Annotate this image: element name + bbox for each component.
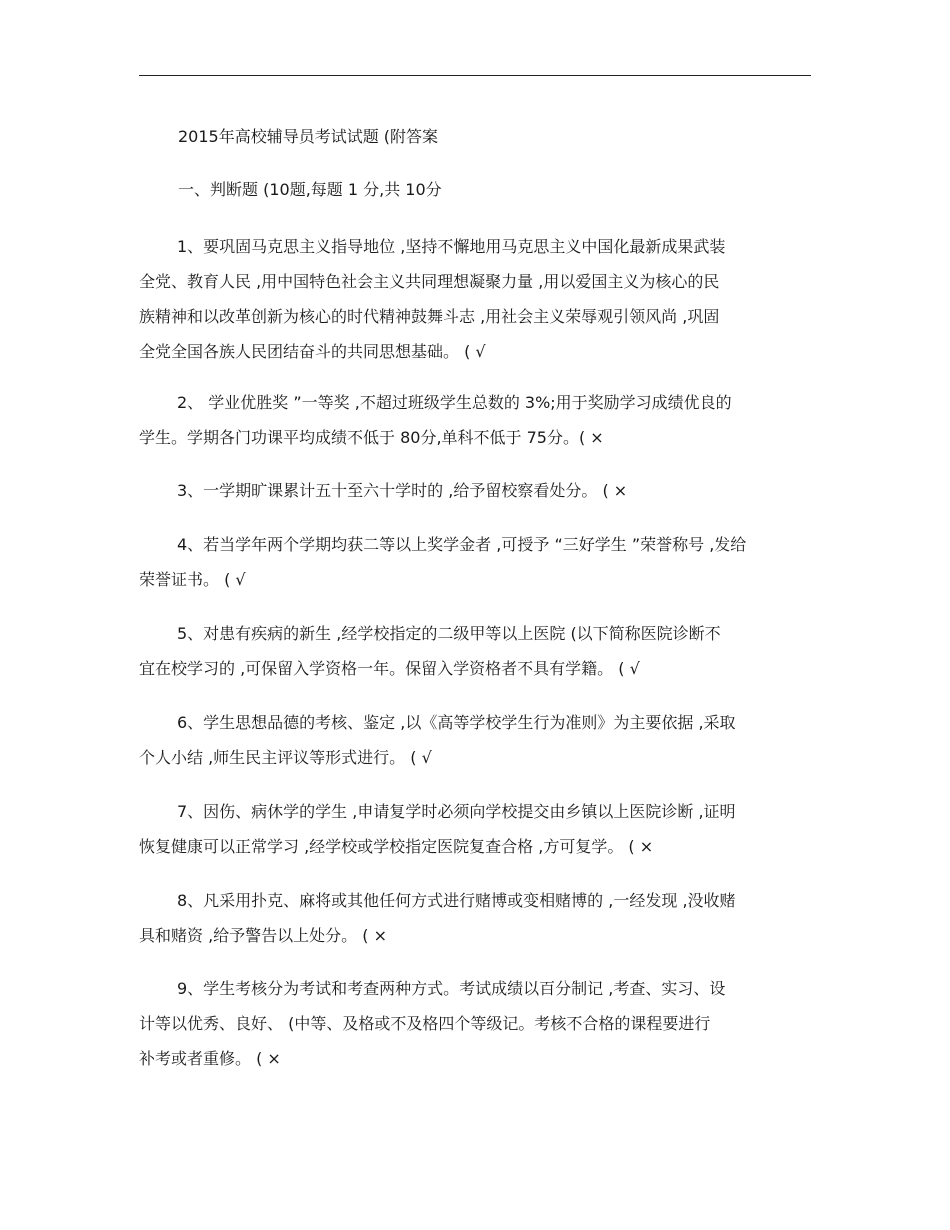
question-line: 9、学生考核分为考试和考查两种方式。考试成绩以百分制记 ,考查、实习、设 (177, 979, 726, 998)
question-3 (139, 473, 811, 508)
question-line: 4、若当学年两个学期均获二等以上奖学金者 ,可授予 “三好学生 ”荣誉称号 ,发给 (177, 535, 747, 554)
question-5 (139, 616, 811, 686)
question-line: 学生。学期各门功课平均成绩不低于 80分,单科不低于 75分。( × (139, 428, 604, 447)
question-8 (139, 883, 811, 953)
question-line: 宜在校学习的 ,可保留入学资格一年。保留入学资格者不具有学籍。 ( √ (139, 659, 640, 678)
question-line: 荣誉证书。 ( √ (139, 570, 246, 589)
question-line: 补考或者重修。 ( × (139, 1049, 281, 1068)
question-line: 族精神和以改革创新为核心的时代精神鼓舞斗志 ,用社会主义荣辱观引领风尚 ,巩固 (139, 307, 720, 326)
question-line: 2、 学业优胜奖 ”一等奖 ,不超过班级学生总数的 3%;用于奖励学习成绩优良的 (177, 393, 732, 412)
question-line: 8、凡采用扑克、麻将或其他任何方式进行赌博或变相赌博的 ,一经发现 ,没收赌 (177, 891, 736, 910)
question-line: 全党、教育人民 ,用中国特色社会主义共同理想凝聚力量 ,用以爱国主义为核心的民 (139, 272, 720, 291)
question-4 (139, 527, 811, 597)
question-1 (139, 229, 811, 369)
question-7 (139, 794, 811, 864)
question-line: 计等以优秀、良好、 (中等、及格或不及格四个等级记。考核不合格的课程要进行 (139, 1014, 711, 1033)
question-line: 3、一学期旷课累计五十至六十学时的 ,给予留校察看处分。 ( × (177, 481, 628, 500)
question-9 (139, 971, 811, 1076)
document-title: 2015年高校辅导员考试试题 (附答案 (178, 127, 439, 146)
section-heading: 一、判断题 (10题,每题 1 分,共 10分 (178, 180, 442, 199)
question-line: 全党全国各族人民团结奋斗的共同思想基础。 ( √ (139, 342, 486, 361)
header-rule (139, 75, 811, 76)
question-line: 5、对患有疾病的新生 ,经学校指定的二级甲等以上医院 (以下简称医院诊断不 (177, 624, 721, 643)
question-line: 7、因伤、病休学的学生 ,申请复学时必须向学校提交由乡镇以上医院诊断 ,证明 (177, 802, 736, 821)
question-6 (139, 705, 811, 775)
question-2 (139, 385, 811, 455)
question-line: 1、要巩固马克思主义指导地位 ,坚持不懈地用马克思主义中国化最新成果武装 (177, 237, 726, 256)
question-line: 个人小结 ,师生民主评议等形式进行。 ( √ (139, 748, 432, 767)
question-line: 具和赌资 ,给予警告以上处分。 ( × (139, 926, 387, 945)
question-line: 恢复健康可以正常学习 ,经学校或学校指定医院复查合格 ,方可复学。 ( × (139, 837, 654, 856)
question-line: 6、学生思想品德的考核、鉴定 ,以《高等学校学生行为准则》为主要依据 ,采取 (177, 713, 736, 732)
